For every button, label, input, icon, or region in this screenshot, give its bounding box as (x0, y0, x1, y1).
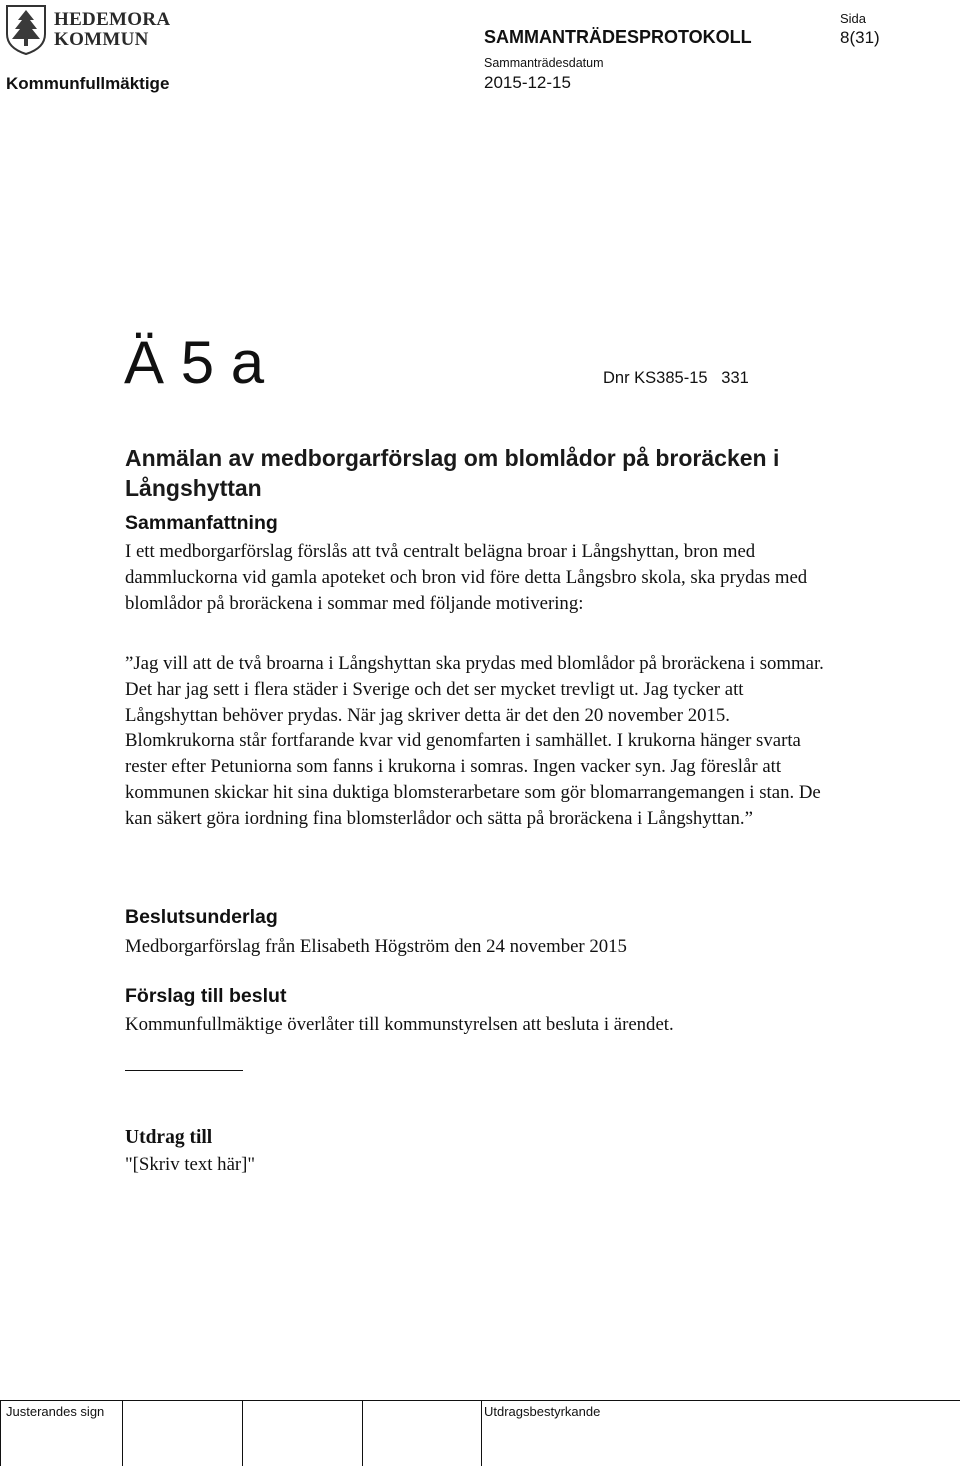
signature-cell-divider (481, 1400, 482, 1466)
basis-text: Medborgarförslag från Elisabeth Högström den 24 november 2015 (125, 936, 627, 957)
signature-cell-divider (242, 1400, 243, 1466)
citizen-quote: ”Jag vill att de två broarna i Långshyttan ska prydas med blomlådor på broräckena i sommar. Det har jag sett i flera städer i Sverige och det ser mycket trevligt ut. Jag tycker att Långshyttan behöver prydas. När jag skriver detta är det den 20 november 2015. Blomkrukorna står fortfarande kvar vid genomfarten i samhället. I krukorna hänger svarta rester efter Petuniorna som fanns i krukorna i somras. Ingen vacker syn. Jag föreslår att kommunen skickar hit sina duktiga blomsterarbetare som gör blomarrangemangen i stan. De kan säkert göra iordning fina blomsterlådor och sätta på broräckena i Långshyttan.” (125, 653, 824, 829)
summary-heading: Sammanfattning (125, 512, 278, 534)
committee-name: Kommunfullmäktige (6, 74, 170, 93)
meeting-date: 2015-12-15 (484, 73, 571, 92)
adjuster-sign-label: Justerandes sign (6, 1404, 105, 1419)
signature-table-top-border (0, 1400, 960, 1401)
document-type: SAMMANTRÄDESPROTOKOLL (484, 27, 752, 47)
logo-text-line1: HEDEMORA (54, 9, 171, 30)
meeting-date-label: Sammanträdesdatum (484, 56, 604, 70)
extract-text: "[Skriv text här]" (125, 1154, 256, 1175)
signature-cell-divider (362, 1400, 363, 1466)
proposal-heading: Förslag till beslut (125, 985, 287, 1007)
section-divider (125, 1070, 243, 1071)
item-number: Ä 5 a (124, 329, 265, 396)
extract-heading: Utdrag till (125, 1127, 213, 1148)
extract-certification-label: Utdragsbestyrkande (484, 1404, 601, 1419)
signature-cell-divider (122, 1400, 123, 1466)
page-label: Sida (840, 11, 867, 26)
page-number: 8(31) (840, 28, 880, 47)
signature-table (0, 1400, 960, 1466)
summary-text: I ett medborgarförslag förslås att två centralt belägna broar i Långshyttan, bron med dammluckorna vid gamla apoteket och bron vid före detta Långsbro skola, ska prydas med blomlådor på broräckena i sommar med följande motivering: (125, 541, 808, 614)
basis-heading: Beslutsunderlag (125, 906, 278, 928)
proposal-text: Kommunfullmäktige överlåter till kommunstyrelsen att besluta i ärendet. (125, 1014, 674, 1035)
registration-number: Dnr KS385-15 331 (603, 369, 749, 387)
municipality-logo (4, 4, 179, 56)
signature-cell-divider (0, 1400, 1, 1466)
item-title: Anmälan av medborgarförslag om blomlådor på broräcken i Långshyttan (125, 445, 780, 501)
crest-icon (4, 4, 48, 56)
logo-text-line2: KOMMUN (54, 29, 149, 50)
